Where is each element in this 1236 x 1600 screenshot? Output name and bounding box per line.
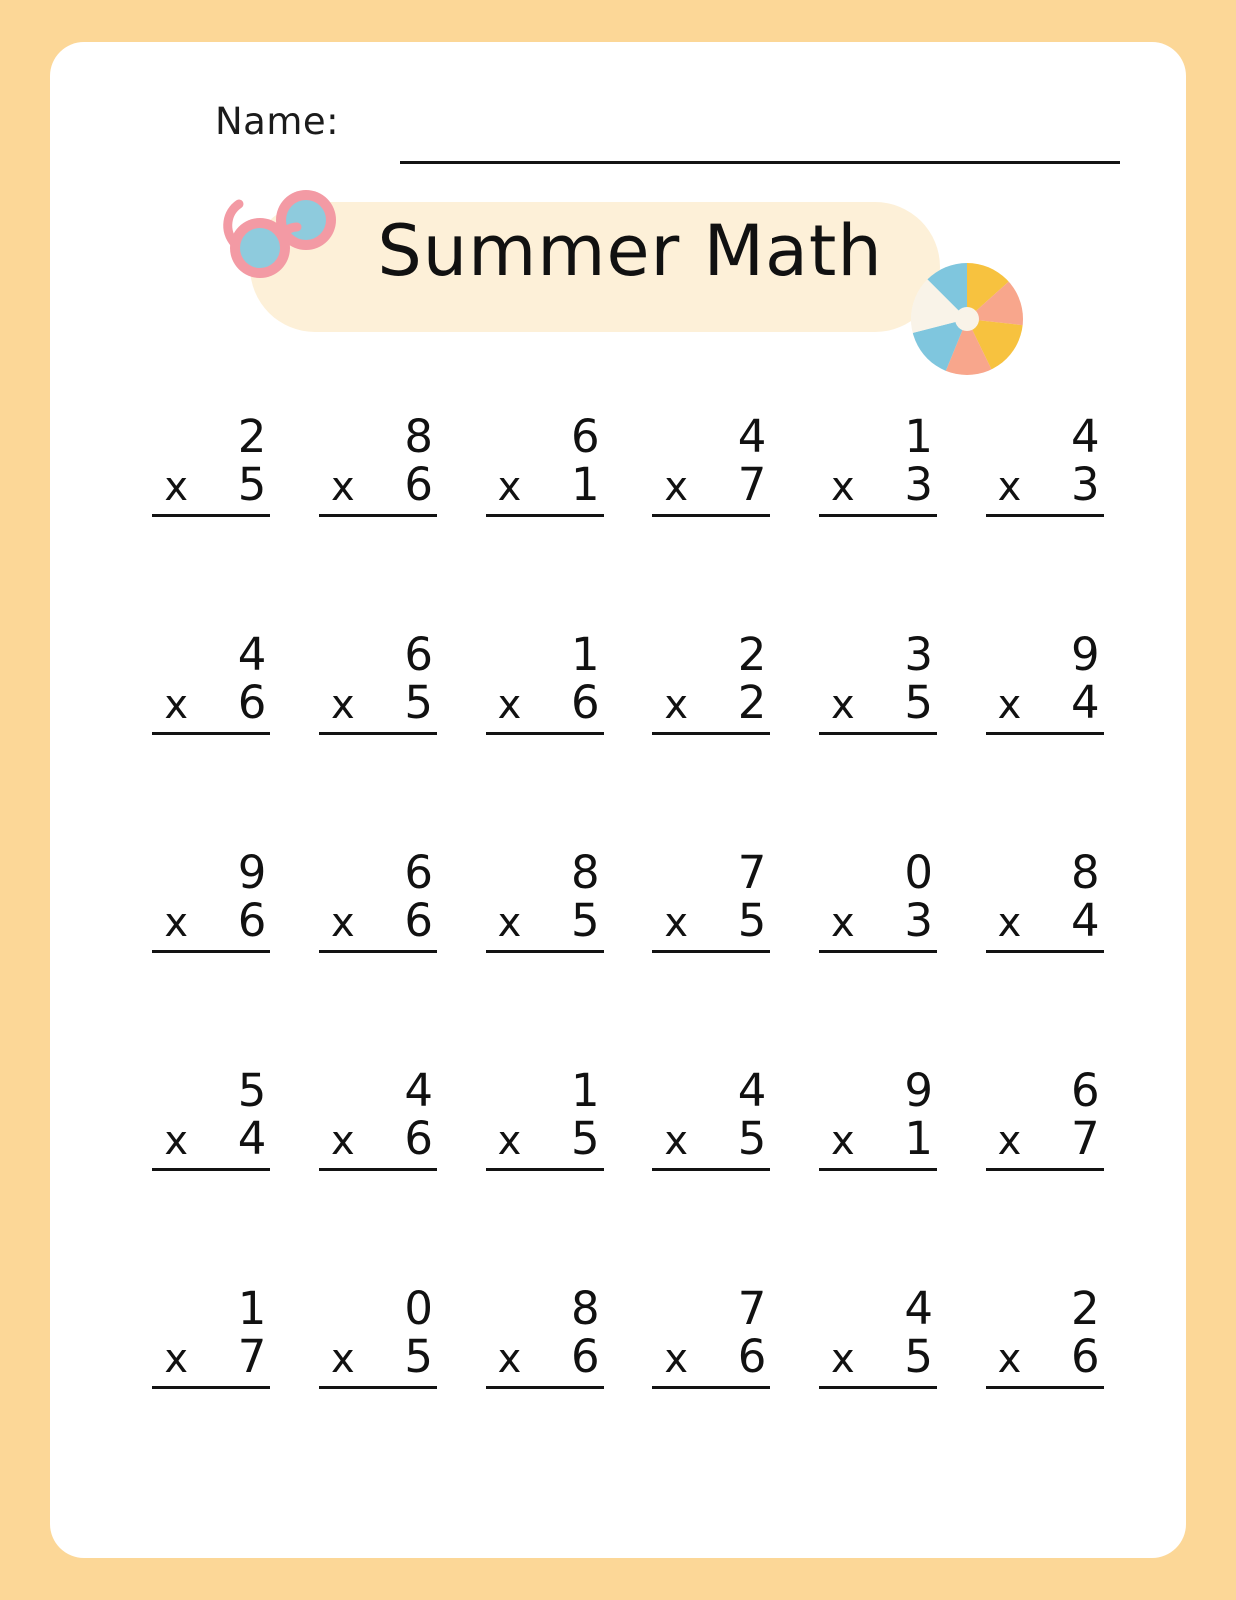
problem-operator: x bbox=[997, 1117, 1022, 1164]
problem-bottom-number: 1 bbox=[904, 1111, 933, 1165]
problem-top-number: 9 bbox=[237, 846, 267, 899]
problem-top-number: 9 bbox=[1071, 628, 1100, 681]
answer-rule[interactable] bbox=[486, 1168, 604, 1171]
problem-bottom-number: 5 bbox=[737, 1111, 767, 1165]
problem-operator: x bbox=[497, 899, 522, 946]
problem-top-number: 6 bbox=[1071, 1064, 1100, 1117]
answer-rule[interactable] bbox=[986, 732, 1104, 735]
problem-bottom-number: 4 bbox=[1071, 675, 1100, 729]
answer-rule[interactable] bbox=[152, 950, 270, 953]
problem-bottom-number: 7 bbox=[737, 457, 767, 511]
problem-top-number: 4 bbox=[404, 1064, 433, 1117]
problem-bottom-number: 5 bbox=[571, 893, 600, 947]
problem-item bbox=[795, 1259, 962, 1477]
problem-bottom-number: 6 bbox=[571, 675, 600, 729]
problem-bottom-number: 3 bbox=[1071, 457, 1100, 511]
problem-operator: x bbox=[330, 1335, 355, 1382]
problem-top-number: 0 bbox=[404, 1282, 433, 1335]
problem-operator: x bbox=[497, 463, 522, 510]
problem-top-number: 6 bbox=[404, 846, 433, 899]
problem-top-number: 1 bbox=[237, 1282, 267, 1335]
problem-item bbox=[628, 1041, 795, 1259]
problem-item bbox=[295, 605, 462, 823]
answer-rule[interactable] bbox=[819, 1168, 937, 1171]
problem-bottom-number: 5 bbox=[737, 893, 767, 947]
answer-rule[interactable] bbox=[652, 514, 770, 517]
problem-operator: x bbox=[164, 463, 188, 510]
problem-item bbox=[961, 823, 1128, 1041]
answer-rule[interactable] bbox=[652, 950, 770, 953]
name-field-row bbox=[160, 100, 1120, 170]
problem-bottom-number: 5 bbox=[404, 675, 433, 729]
problem-item bbox=[961, 387, 1128, 605]
answer-rule[interactable] bbox=[319, 514, 437, 517]
worksheet-page bbox=[50, 42, 1186, 1558]
problem-item bbox=[795, 1041, 962, 1259]
answer-rule[interactable] bbox=[652, 1386, 770, 1389]
problem-top-number: 4 bbox=[737, 1064, 767, 1117]
problem-item bbox=[795, 605, 962, 823]
problem-operator: x bbox=[664, 681, 688, 728]
problem-bottom-number: 1 bbox=[571, 457, 600, 511]
answer-rule[interactable] bbox=[819, 950, 937, 953]
answer-rule[interactable] bbox=[152, 1168, 270, 1171]
problem-item bbox=[628, 823, 795, 1041]
problem-operator: x bbox=[330, 1117, 355, 1164]
problems-grid bbox=[128, 387, 1128, 1477]
problem-bottom-number: 2 bbox=[737, 675, 767, 729]
problem-operator: x bbox=[997, 681, 1022, 728]
problem-operator: x bbox=[330, 681, 355, 728]
name-label: Name: bbox=[215, 100, 340, 143]
problem-top-number: 8 bbox=[404, 410, 433, 463]
problem-item bbox=[295, 387, 462, 605]
problem-operator: x bbox=[664, 899, 688, 946]
answer-rule[interactable] bbox=[486, 732, 604, 735]
problem-bottom-number: 5 bbox=[571, 1111, 600, 1165]
problem-operator: x bbox=[664, 1117, 688, 1164]
problem-item bbox=[128, 1259, 295, 1477]
problem-bottom-number: 6 bbox=[237, 893, 267, 947]
problem-top-number: 8 bbox=[571, 846, 600, 899]
problem-item bbox=[128, 1041, 295, 1259]
problem-operator: x bbox=[830, 1335, 855, 1382]
problem-bottom-number: 6 bbox=[1071, 1329, 1100, 1383]
problem-bottom-number: 6 bbox=[404, 1111, 433, 1165]
problem-operator: x bbox=[664, 463, 688, 510]
problem-item bbox=[628, 1259, 795, 1477]
problem-operator: x bbox=[997, 899, 1022, 946]
problem-bottom-number: 5 bbox=[904, 1329, 933, 1383]
problem-item bbox=[295, 1041, 462, 1259]
problem-top-number: 2 bbox=[1071, 1282, 1100, 1335]
problem-top-number: 5 bbox=[237, 1064, 267, 1117]
problem-bottom-number: 3 bbox=[904, 457, 933, 511]
problem-item bbox=[295, 823, 462, 1041]
answer-rule[interactable] bbox=[819, 514, 937, 517]
problem-item bbox=[461, 387, 628, 605]
answer-rule[interactable] bbox=[986, 950, 1104, 953]
problem-top-number: 7 bbox=[737, 1282, 767, 1335]
answer-rule[interactable] bbox=[819, 732, 937, 735]
problem-top-number: 9 bbox=[904, 1064, 933, 1117]
problem-bottom-number: 6 bbox=[737, 1329, 767, 1383]
problem-bottom-number: 3 bbox=[904, 893, 933, 947]
answer-rule[interactable] bbox=[652, 1168, 770, 1171]
problem-operator: x bbox=[997, 463, 1022, 510]
answer-rule[interactable] bbox=[486, 1386, 604, 1389]
answer-rule[interactable] bbox=[819, 1386, 937, 1389]
problem-top-number: 2 bbox=[737, 628, 767, 681]
problem-bottom-number: 5 bbox=[904, 675, 933, 729]
problem-bottom-number: 7 bbox=[237, 1329, 267, 1383]
problem-item bbox=[128, 387, 295, 605]
answer-rule[interactable] bbox=[486, 514, 604, 517]
answer-rule[interactable] bbox=[319, 732, 437, 735]
problem-item bbox=[461, 1041, 628, 1259]
answer-rule[interactable] bbox=[486, 950, 604, 953]
problem-operator: x bbox=[830, 899, 855, 946]
problem-top-number: 1 bbox=[571, 628, 600, 681]
answer-rule[interactable] bbox=[652, 732, 770, 735]
problem-item bbox=[961, 1259, 1128, 1477]
problem-bottom-number: 6 bbox=[237, 675, 267, 729]
problem-operator: x bbox=[164, 1335, 188, 1382]
answer-rule[interactable] bbox=[319, 950, 437, 953]
answer-rule[interactable] bbox=[986, 1386, 1104, 1389]
problem-top-number: 1 bbox=[904, 410, 933, 463]
problem-operator: x bbox=[997, 1335, 1022, 1382]
problem-top-number: 4 bbox=[737, 410, 767, 463]
problem-item bbox=[461, 605, 628, 823]
problem-operator: x bbox=[330, 463, 355, 510]
problem-bottom-number: 7 bbox=[1071, 1111, 1100, 1165]
problem-operator: x bbox=[497, 1335, 522, 1382]
answer-rule[interactable] bbox=[319, 1168, 437, 1171]
problem-bottom-number: 6 bbox=[404, 457, 433, 511]
problem-operator: x bbox=[664, 1335, 688, 1382]
problem-operator: x bbox=[497, 1117, 522, 1164]
problem-top-number: 1 bbox=[571, 1064, 600, 1117]
problem-item bbox=[961, 1041, 1128, 1259]
problem-bottom-number: 6 bbox=[404, 893, 433, 947]
problem-item bbox=[795, 387, 962, 605]
answer-rule[interactable] bbox=[152, 514, 270, 517]
problem-bottom-number: 4 bbox=[237, 1111, 267, 1165]
problem-top-number: 4 bbox=[904, 1282, 933, 1335]
problem-item bbox=[961, 605, 1128, 823]
problem-item bbox=[628, 387, 795, 605]
page-title: Summer Math bbox=[377, 210, 883, 292]
problem-top-number: 6 bbox=[571, 410, 600, 463]
answer-rule[interactable] bbox=[152, 1386, 270, 1389]
problem-operator: x bbox=[830, 463, 855, 510]
problem-operator: x bbox=[497, 681, 522, 728]
problem-top-number: 8 bbox=[571, 1282, 600, 1335]
answer-rule[interactable] bbox=[319, 1386, 437, 1389]
problem-top-number: 8 bbox=[1071, 846, 1100, 899]
problem-top-number: 0 bbox=[904, 846, 933, 899]
problem-operator: x bbox=[164, 899, 188, 946]
problem-top-number: 7 bbox=[737, 846, 767, 899]
answer-rule[interactable] bbox=[986, 1168, 1104, 1171]
problem-item bbox=[628, 605, 795, 823]
problem-operator: x bbox=[164, 681, 188, 728]
answer-rule[interactable] bbox=[986, 514, 1104, 517]
problem-bottom-number: 6 bbox=[571, 1329, 600, 1383]
problem-operator: x bbox=[330, 899, 355, 946]
problem-item bbox=[295, 1259, 462, 1477]
problem-top-number: 2 bbox=[237, 410, 267, 463]
problem-item bbox=[461, 1259, 628, 1477]
problem-top-number: 6 bbox=[404, 628, 433, 681]
problem-operator: x bbox=[164, 1117, 188, 1164]
answer-rule[interactable] bbox=[152, 732, 270, 735]
name-write-line[interactable] bbox=[400, 161, 1120, 164]
problem-item bbox=[128, 823, 295, 1041]
problem-item bbox=[461, 823, 628, 1041]
problem-operator: x bbox=[830, 681, 855, 728]
problem-item bbox=[128, 605, 295, 823]
problem-bottom-number: 5 bbox=[404, 1329, 433, 1383]
problem-operator: x bbox=[830, 1117, 855, 1164]
problem-top-number: 4 bbox=[237, 628, 267, 681]
problem-top-number: 4 bbox=[1071, 410, 1100, 463]
problem-bottom-number: 5 bbox=[237, 457, 267, 511]
problem-item bbox=[795, 823, 962, 1041]
problem-top-number: 3 bbox=[904, 628, 933, 681]
problem-bottom-number: 4 bbox=[1071, 893, 1100, 947]
